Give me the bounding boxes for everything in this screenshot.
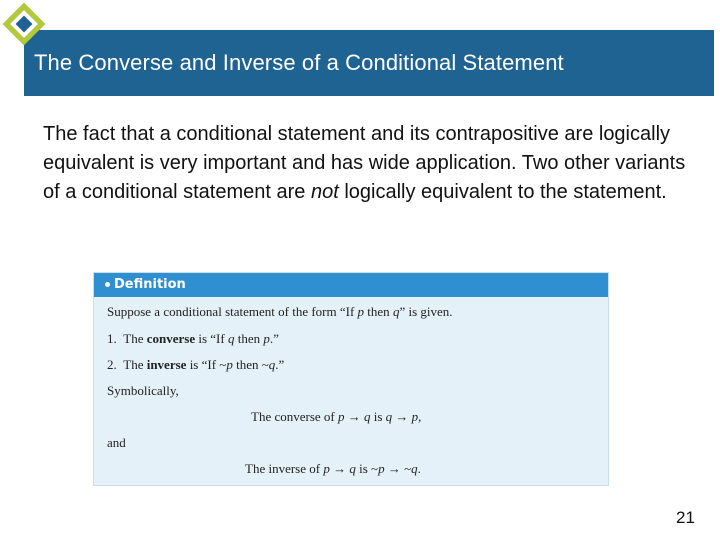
definition-intro (107, 304, 453, 320)
item-number: 1. (107, 331, 117, 346)
item-text: .” (269, 331, 279, 346)
formula-text: is ~ (355, 461, 379, 476)
item-text: The (123, 357, 147, 372)
bullet-icon (105, 282, 110, 287)
definition-item-converse (107, 331, 279, 347)
var-q: q (268, 357, 276, 372)
body-emphasis: not (310, 181, 339, 203)
arrow-symbol: → (344, 409, 364, 424)
definition-symbolically: Symbolically, (107, 383, 179, 398)
var-p: p (338, 409, 345, 424)
intro-text: Suppose a conditional statement of the form “If (107, 304, 358, 319)
item-text: .” (275, 357, 285, 372)
intro-text: then (364, 304, 393, 319)
converse-formula (251, 409, 421, 425)
body-text-part2: logically equivalent to the statement. (338, 181, 667, 203)
arrow-symbol: → (392, 409, 412, 424)
var-q: q (227, 331, 235, 346)
intro-text: ” is given. (399, 304, 453, 319)
item-text: is “If (195, 331, 228, 346)
formula-text: The inverse of (245, 461, 324, 476)
body-paragraph (43, 120, 703, 207)
var-p: p (263, 331, 270, 346)
term-converse: converse (146, 331, 196, 346)
item-text: is “If ~ (186, 357, 227, 372)
formula-text: . (417, 461, 421, 476)
item-number: 2. (107, 357, 117, 372)
slide-title: The Converse and Inverse of a Conditional Statement (34, 50, 564, 75)
definition-header-label: Definition (114, 277, 186, 292)
definition-item-inverse (107, 357, 284, 373)
item-text: then (234, 331, 264, 346)
var-q: q (385, 409, 393, 424)
formula-text: is (370, 409, 386, 424)
var-p: p (323, 461, 330, 476)
term-inverse: inverse (146, 357, 187, 372)
body-text-part1: The fact that a conditional statement and its contrapositive are logically equivalent is very important and has wide application. Two other variants of a conditional statement are (43, 123, 686, 203)
title-bar (24, 30, 714, 96)
var-p: p (357, 304, 365, 319)
definition-and: and (107, 435, 126, 450)
arrow-symbol: → (329, 461, 350, 476)
inverse-formula (245, 461, 421, 477)
var-q: q (349, 461, 356, 476)
item-text: then ~ (232, 357, 269, 372)
formula-text: , (418, 409, 422, 424)
var-q: q (411, 461, 418, 476)
var-q: q (364, 409, 371, 424)
definition-box (93, 272, 609, 486)
var-p: p (378, 461, 385, 476)
var-p: p (226, 357, 233, 372)
formula-text: The converse of (251, 409, 338, 424)
var-p: p (411, 409, 419, 424)
arrow-symbol: → ~ (384, 461, 412, 476)
definition-header (94, 273, 608, 297)
item-text: The (123, 331, 147, 346)
var-q: q (392, 304, 400, 319)
page-number: 21 (676, 508, 695, 527)
